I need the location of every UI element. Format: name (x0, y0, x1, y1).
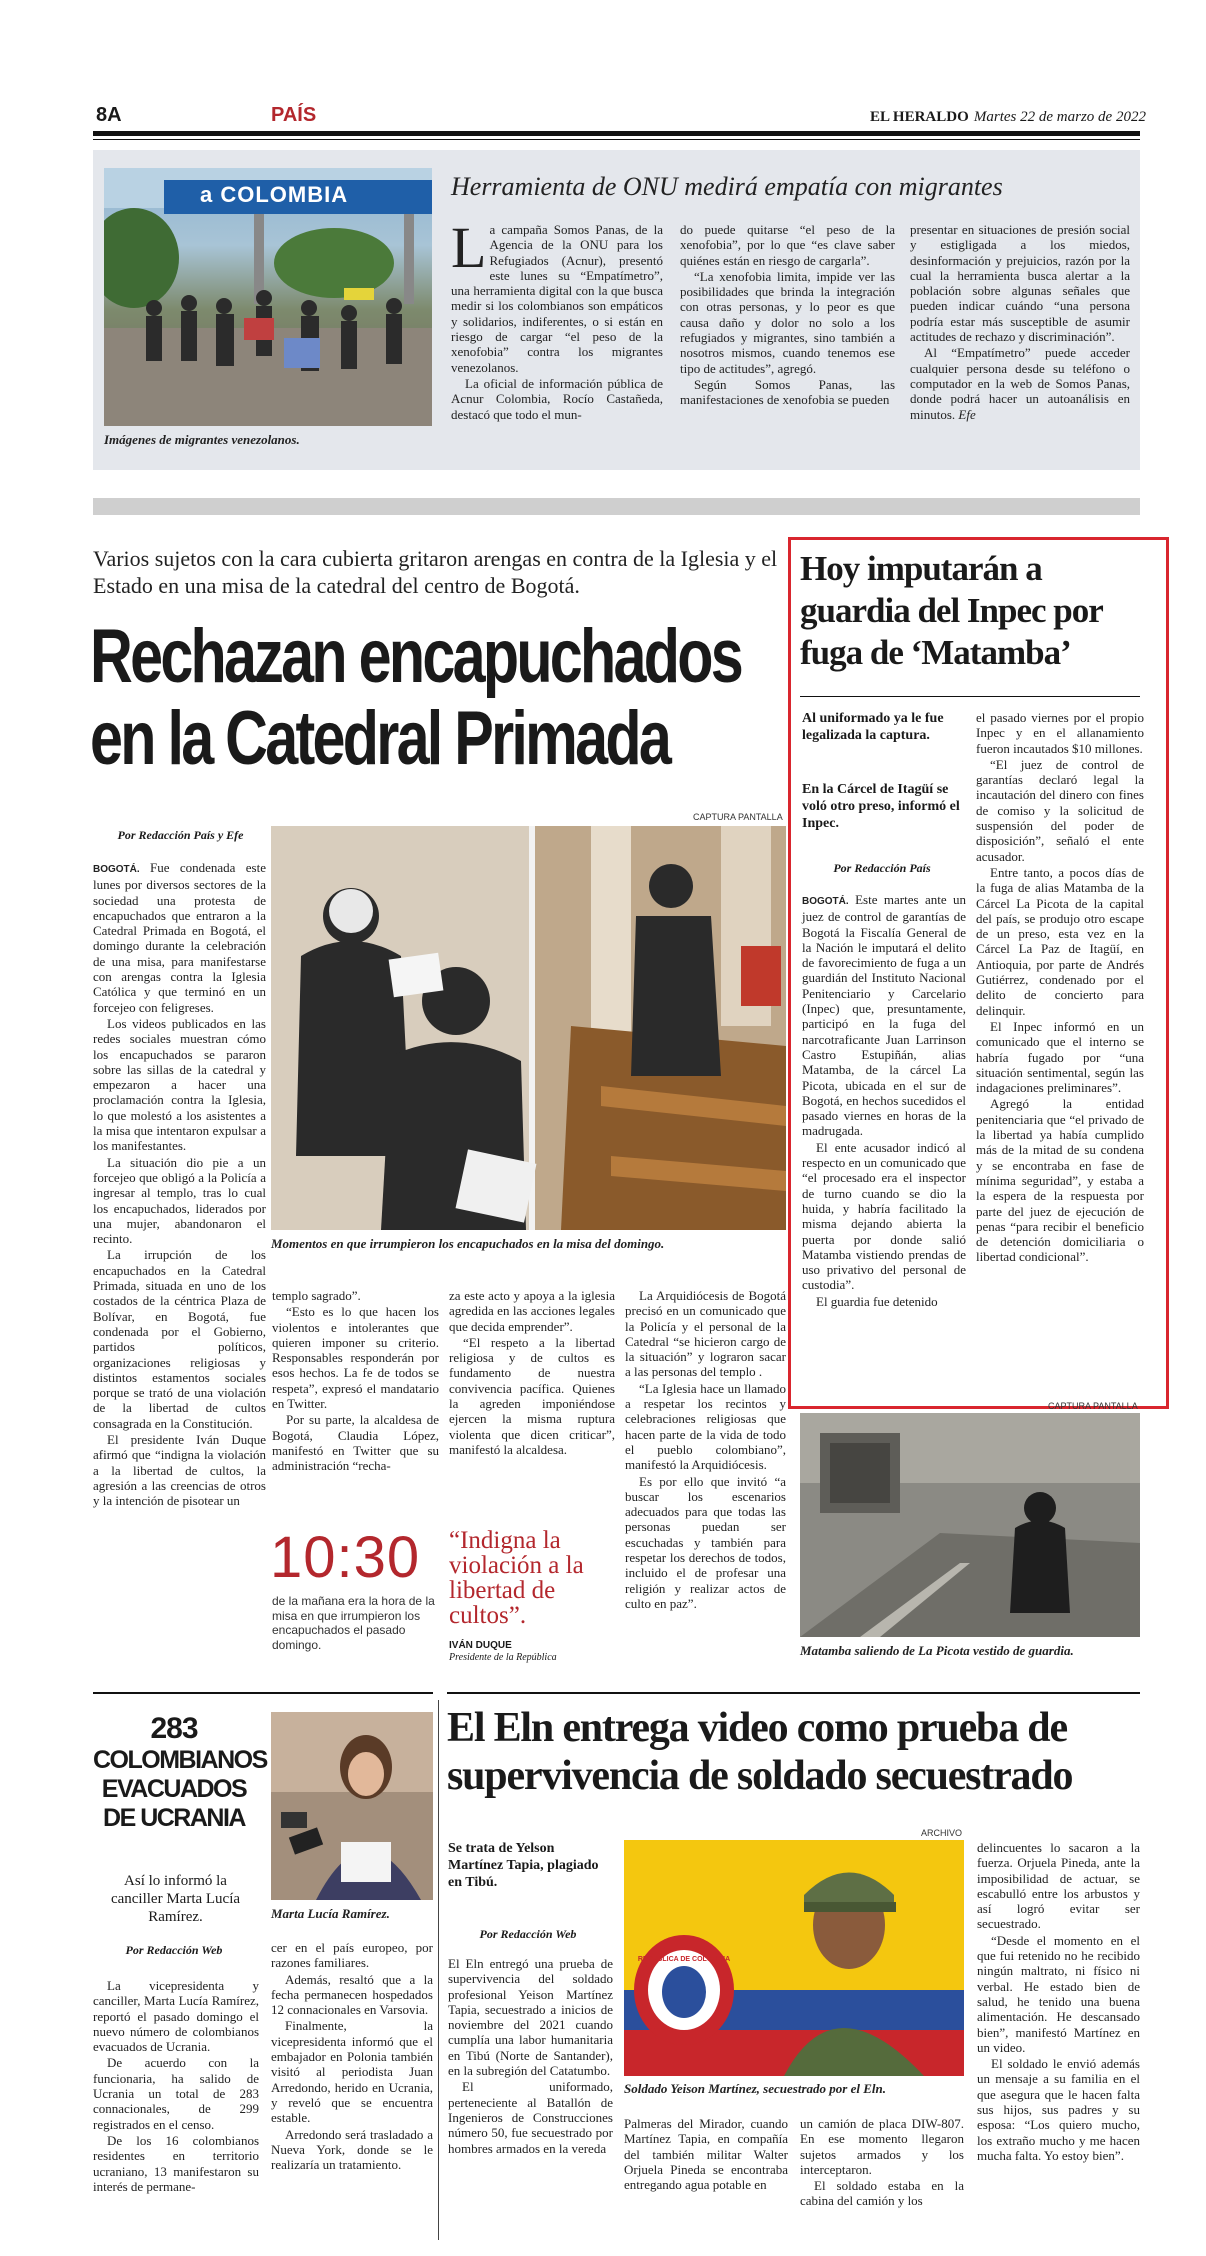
onu-photo-sign: a COLOMBIA (200, 182, 349, 207)
onu-col3 (910, 222, 1130, 423)
paragraph: presentar en situaciones de presión social y estigligada a los miedos, desinformación y prejuicios, razón por la cual la herramienta busca alertar a la población sobre algunas señales que pueden indicar cuándo “una persona podría estar más susceptible de asumir actitudes de rechazo y discriminación”. (910, 222, 1130, 345)
paragraph: El ente acusador indicó al respecto en un comunicado que “el procesado era el inspector de turno cuando se dio la huida, y habría facilitado la misma dejando abierta la puerta por donde salió Matamba vistiendo prendas de uso privativo del personal de custodia”. (802, 1139, 966, 1293)
paragraph: La irrupción de los encapuchados en la Catedral Primada, situada en uno de los costados de la céntrica Plaza de Bolívar, en Bogotá, fue condenada por el Gobierno, partidos políticos, organizaciones religiosas y distintos estamentos sociales porque se trató de una violación de la libertad de cultos consagrada en la Constitución. (93, 1247, 266, 1431)
ucrania-headline: COLOMBIANOS EVACUADOS DE UCRANIA (93, 1746, 267, 1832)
paragraph: El Inpec informó en un comunicado que el interno se habría fugado por “una situación sentimental, según las indagaciones preliminares”. (976, 1018, 1144, 1096)
drop-cap: L (451, 215, 487, 280)
dateline: BOGOTÁ. (93, 864, 140, 875)
eln-byline: Por Redacción Web (479, 1927, 577, 1941)
paragraph: La vicepresidenta y canciller, Marta Lucía Ramírez, reportó el pasado domingo el nuevo número de colombianos evacuados de Ucrania. (93, 1978, 259, 2055)
onu-col1 (451, 215, 663, 423)
inpec-headline: Hoy imputarán a guardia del Inpec por fuga de ‘Matamba’ (800, 549, 1103, 672)
paragraph: Por su parte, la alcaldesa de Bogotá, Claudia López, manifestó en Twitter que su administración “recha- (272, 1412, 439, 1474)
eln-photo-credit: ARCHIVO (921, 1828, 963, 1838)
paragraph: do puede quitarse “el peso de la xenofobia”, por lo que “es clave saber quiénes están en riesgo de cargarla”. (680, 222, 895, 268)
stat-text: de la mañana era la hora de la misa en que irrumpieron los encapuchados el pasado domingo. (272, 1594, 435, 1652)
paragraph: cer en el país europeo, por razones familiares. (271, 1940, 433, 1971)
paragraph: “La xenofobia limita, impide ver las posibilidades que brinda la integración con otras personas, y lo peor es que causa daño y dolor no solo a los refugiados y migrantes, sino también a nosotros mismos, cuando tenemos ese tipo de actitudes”, agregó. (680, 268, 895, 376)
paragraph: a campaña Somos Panas, de la Agencia de la ONU para los Refugiados (Acnur), presentó este lunes su “Empatímetro”, una herramienta digital con la que busca medir si los colombianos son empáticos y solidarios, indiferentes, o si están en riesgo de cargar “el peso de la xenofobia” contra los migrantes venezolanos. (451, 222, 663, 375)
catedral-deck: Varios sujetos con la cara cubierta gritaron arengas en contra de la Iglesia y el Estado en una misa de la catedral del centro de Bogotá. (93, 546, 778, 598)
paragraph: El Eln entregó una prueba de supervivencia del soldado profesional Yeison Martínez Tapia, secuestrado a inicios de noviembre del 2021 cuando cumplía una labor humanitaria en Tibú (Norte de Santander), en la subregión del Catatumbo. (448, 1956, 613, 2079)
paragraph: El uniformado, perteneciente al Batallón de Ingenieros de Construcciones número 50, fue secuestrado por hombres armados en la vereda (448, 2079, 613, 2156)
inpec-col1 (802, 892, 966, 1310)
dateline: BOGOTÁ. (802, 896, 849, 907)
paragraph: “El juez de control de garantías declaró legal la incautación del dinero con fines de comiso y la solicitud de suspensión del poder de disposición”, señaló el ente acusador. (976, 756, 1144, 864)
paragraph: delincuentes lo sacaron a la fuerza. Orjuela Pineda, ante la imposibilidad de actuar, se escabulló entre los arbustos y así logró evitar ser secuestrado. (977, 1840, 1140, 1932)
inpec-photo-credit: CAPTURA PANTALLA (1048, 1401, 1138, 1411)
paragraph: “Esto es lo que hacen los violentos e intolerantes que quieren imponer su criterio. Responsables responderán por esos hechos. La fe de todos se respeta”, expresó el mandatario en Twitter. (272, 1304, 439, 1412)
pull-quote: “Indigna la violación a la libertad de cultos”. (449, 1527, 584, 1629)
paragraph: BOGOTÁ. Fue condenada este lunes por diversos sectores de la sociedad una protesta de encapuchados que entraron a la Catedral Primada en Bogotá, el domingo durante la celebración de una misa, para manifestarse con arengas contra la Iglesia Católica y que terminó en un forcejeo con feligreses. (93, 860, 266, 1015)
paragraph: Arredondo será trasladado a Nueva York, donde se le realizaría un tratamiento. (271, 2126, 433, 2173)
eln-col3 (800, 2116, 964, 2210)
paragraph: Es por ello que invitó “a buscar los escenarios adecuados para que todas las personas puedan ser escuchadas y también para respetar los derechos de todos, incluido el de profesar una religión y realizar actos de culto en paz”. (625, 1473, 786, 1611)
ucrania-photo (271, 1712, 433, 1900)
onu-headline: Herramienta de ONU medirá empatía con migrantes (451, 172, 1003, 201)
paper-name: EL HERALDO (870, 109, 969, 125)
eln-col1 (448, 1956, 613, 2157)
inpec-photo-caption: Matamba saliendo de La Picota vestido de guardia. (800, 1643, 1074, 1658)
quote-role: Presidente de la República (449, 1652, 557, 1663)
paragraph: Además, resaltó que a la fecha permanecen hospedados 12 connacionales en Varsovia. (271, 1971, 433, 2018)
paragraph: za este acto y apoya a la iglesia agredida en las acciones legales que decida emprender”. (449, 1288, 615, 1334)
paragraph: “El respeto a la libertad religiosa y de cultos es fundamento de nuestra convivencia pacífica. Quienes la agreden imponiéndose ejercen la misma ruptura violenta que dicen criticar”, manifestó la alcaldesa. (449, 1334, 615, 1457)
marta-lucia-illustration (271, 1712, 433, 1900)
inpec-photo (800, 1413, 1140, 1637)
paragraph: Agregó la entidad penitenciaria que “el privado de la libertad ya había cumplido más de la mitad de su condena y se encontraba en fase de mínima seguridad”, y estaba a la espera de la respuesta por parte del juez de ejecución de penas “para recibir el beneficio de detención domiciliaria o libertad condicional”. (976, 1096, 1144, 1265)
inpec-summary-1: Al uniformado ya le fue legalizada la captura. (802, 711, 944, 743)
header-rule (93, 131, 1140, 136)
inpec-rule (800, 696, 1140, 697)
eln-photo-caption: Soldado Yeison Martínez, secuestrado por el Eln. (624, 2081, 886, 2096)
paragraph: “Desde el momento en el que fui retenido no he recibido ningún maltrato, ni físico ni verbal. He estado bien de salud, he tenido una buena alimentación. He descansado bien”, manifestó Martínez en un video. (977, 1932, 1140, 2055)
catedral-photo-caption: Momentos en que irrumpieron los encapuchados en la misa del domingo. (271, 1236, 665, 1251)
catedral-photo-credit: CAPTURA PANTALLA (693, 812, 783, 822)
bottom-section-rule-right (447, 1692, 1140, 1694)
catedral-col1 (93, 860, 266, 1509)
paragraph: Entre tanto, a pocos días de la fuga de alias Matamba de la Cárcel La Picota de la capital del país, se produjo otro escape de un preso, esta vez en la Cárcel La Paz de Itagüí, en Antioquia, por parte de Andrés Gutiérrez, condenado por el delito de concierto para delinquir. (976, 864, 1144, 1018)
paragraph: De acuerdo con la funcionaria, ha salido de Ucrania un total de 283 connacionales, de 299 registrados en el censo. (93, 2055, 259, 2132)
section-label: PAÍS (271, 104, 317, 126)
paragraph: Según Somos Panas, las manifestaciones de xenofobia se pueden (680, 376, 895, 408)
catedral-byline: Por Redacción País y Efe (117, 828, 244, 842)
eln-col2 (624, 2116, 788, 2193)
bottom-section-rule (93, 1692, 433, 1694)
page-number: 8A (96, 104, 122, 126)
ucrania-byline: Por Redacción Web (125, 1943, 223, 1957)
paragraph: Palmeras del Mirador, cuando Martínez Tapia, en compañía del también militar Walter Orjuela Pineda se encontraba entregando agua potable en (624, 2116, 788, 2193)
paragraph: El soldado le envió además un mensaje a su familia en el que asegura que le hacen falta sus hijos, sus padres y su esposa: “Los quiero mucho, los extraño mucho y me hacen mucha falta. Yo estoy bien”. (977, 2056, 1140, 2163)
ucrania-summary: Así lo informó la canciller Marta Lucía Ramírez. (110, 1873, 241, 1925)
eln-col4 (977, 1840, 1140, 2164)
paragraph: “La Iglesia hace un llamado a respetar los recintos y celebraciones religiosas que hacen parte de la vida de todo el pueblo colombiano”, manifestó la Arquidiócesis. (625, 1380, 786, 1473)
inpec-summary-2: En la Cárcel de Itagüí se voló otro preso, informó el Inpec. (802, 782, 960, 831)
paragraph: templo sagrado”. (272, 1288, 361, 1303)
paragraph: La situación dio pie a un forcejeo que obligó a la Policía a ingresar al templo, tras lo cual los encapuchados, liderados por una mujer, abandonaron el recinto. (93, 1154, 266, 1247)
column-divider (438, 1700, 439, 2240)
eln-headline: El Eln entrega video como prueba de supervivencia de soldado secuestrado (447, 1705, 1073, 1799)
paragraph: El presidente Iván Duque afirmó que “indigna la violación a la libertad de cultos, la agresión a las creencias de otros y la intención de pisotear un (93, 1431, 266, 1509)
onu-col2 (680, 222, 895, 409)
paragraph: un camión de placa DIW-807. En ese momento llegaron sujetos armados y los interceptaron. (800, 2116, 964, 2177)
paragraph: Finalmente, la vicepresidenta informó que el embajador en Polonia también visitó al periodista Juan Arredondo, herido en Ucrania, y reveló que se encuentra estable. (271, 2018, 433, 2126)
catedral-col3 (449, 1288, 615, 1458)
paragraph: El guardia fue detenido (816, 1293, 938, 1309)
ucrania-col1 (93, 1978, 259, 2195)
masthead (870, 106, 1146, 126)
issue-date: Martes 22 de marzo de 2022 (973, 109, 1146, 125)
catedral-headline: Rechazan encapuchados en la Catedral Primada (90, 614, 741, 781)
catedral-illustration (271, 826, 786, 1230)
prison-hallway-illustration (800, 1413, 1140, 1637)
eln-photo (624, 1840, 964, 2076)
catedral-photo (271, 826, 786, 1230)
ucrania-headline-number: 283 (150, 1712, 198, 1745)
paragraph: el pasado viernes por el propio Inpec y en el allanamiento fueron incautados $10 millones. (976, 710, 1144, 756)
catedral-col4 (625, 1288, 786, 1612)
onu-photo (104, 168, 432, 426)
section-divider-band (93, 498, 1140, 515)
ucrania-photo-caption: Marta Lucía Ramírez. (271, 1906, 390, 1921)
paragraph: La oficial de información pública de Acnur Colombia, Rocío Castañeda, destacó que todo el mun- (451, 375, 663, 422)
ucrania-col2 (271, 1940, 433, 2173)
quote-author: IVÁN DUQUE (449, 1640, 512, 1651)
flag-seal-text: REPÚBLICA DE COLOMBIA (637, 1956, 731, 1963)
paragraph: Los videos publicados en las redes sociales muestran cómo los encapuchados se pararon sobre las sillas de la catedral y empezaron a hacer una proclamación contra la Iglesia, lo que molestó a los asistentes a la misa que intentaron expulsar a los manifestantes. (93, 1015, 266, 1154)
inpec-col2 (976, 710, 1144, 1266)
paragraph: De los 16 colombianos residentes en territorio ucraniano, 13 manifestaron su interés de permane- (93, 2132, 259, 2194)
eln-summary: Se trata de Yelson Martínez Tapia, plagiado en Tibú. (448, 1841, 599, 1890)
onu-photo-caption: Imágenes de migrantes venezolanos. (104, 432, 300, 447)
inpec-byline: Por Redacción País (833, 861, 931, 875)
paragraph: El soldado estaba en la cabina del camión y los (800, 2178, 964, 2209)
paragraph: BOGOTÁ. Este martes ante un juez de control de garantías de Bogotá la Fiscalía General de la Nación le imputará el delito de favorecimiento de fuga a un guardián del Instituto Nacional Penitenciario y Carcelario (Inpec) que, presuntamente, participó en la fuga del narcotraficante Juan Larrinson Castro Estupiñán, alias Matamba, de la cárcel La Picota, ubicada en el sur de Bogotá, en hechos sucedidos el pasado viernes en horas de la madrugada. (802, 892, 967, 1139)
header-rule-thin (93, 139, 1140, 140)
paragraph: Al “Empatímetro” puede acceder cualquier persona desde su teléfono o computador en la web de Somos Panas, donde podrá hacer un autoanálisis en minutos. Efe (910, 345, 1130, 422)
stat-number: 10:30 (270, 1525, 421, 1590)
agency-credit: Efe (958, 406, 976, 422)
catedral-col2 (272, 1288, 439, 1475)
paragraph: La Arquidiócesis de Bogotá precisó en un comunicado que la Policía y el personal de la Catedral “se hicieron cargo de la situación” y lograron sacar a las personas del templo . (625, 1288, 786, 1380)
